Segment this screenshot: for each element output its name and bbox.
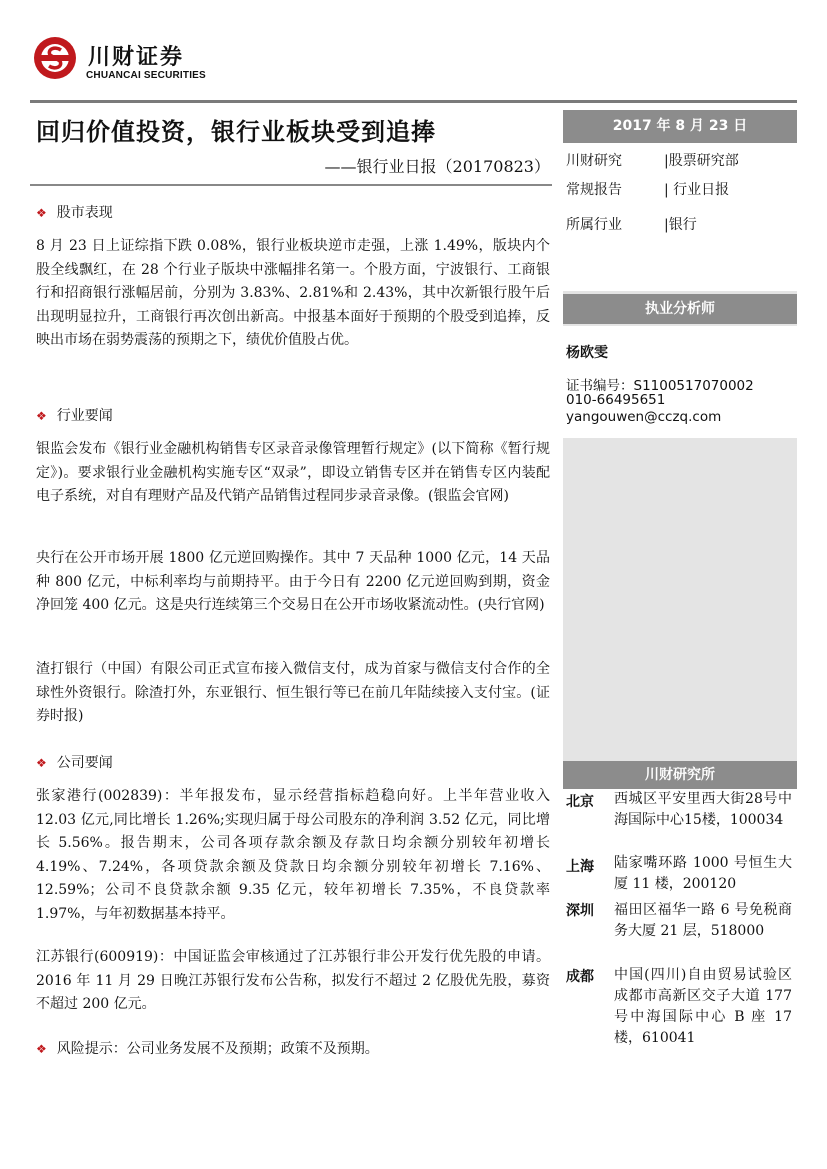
- info-label-industry: 所属行业: [566, 217, 622, 233]
- report-date: 2017 年 8 月 23 日: [563, 110, 797, 143]
- office-city-beijing: 北京: [566, 794, 594, 810]
- paragraph-industry-2: 央行在公开市场开展 1800 亿元逆回购操作。其中 7 天品种 1000 亿元，14 天品种 800 亿元，中标利率均与前期持平。由于今日有 2200 亿元逆回购到期，资金净回笼 400 亿元。这是央行连续第三个交易日在公开市场收紧流动性。(央行官网): [36, 550, 550, 613]
- office-city-chengdu: 成都: [566, 969, 594, 985]
- report-subtitle: ——银行业日报（20170823）: [324, 157, 550, 176]
- analyst-phone: 010-66495651: [566, 392, 666, 408]
- header-divider: [30, 100, 797, 103]
- risk-text: 风险提示：公司业务发展不及预期；政策不及预期。: [56, 1041, 379, 1057]
- paragraph-company-1: 张家港行(002839)：半年报发布，显示经营指标趋稳向好。上半年营业收入 12.03 亿元,同比增长 1.26%;实现归属于母公司股东的净利润 3.52 亿元，同比增长 5.56%。报告期末，公司各项存款余额及存款日均余额分别较年初增长 4.19%、7.24%，各项贷款余额及贷款日均余额分别较年初增长 7.16%、12.59%；公司不良贷款余额 9.35 亿元，较年初增长 7.35%，不良贷款率 1.97%，与年初数据基本持平。: [36, 788, 550, 922]
- report-title: 回归价值投资，银行业板块受到追捧: [36, 118, 436, 146]
- analyst-heading: 执业分析师: [563, 294, 797, 324]
- office-address-shenzhen: 福田区福华一路 6 号免税商务大厦 21 层，518000: [614, 902, 792, 939]
- paragraph-company-2: 江苏银行(600919)：中国证监会审核通过了江苏银行非公开发行优先股的申请。2016 年 11 月 29 日晚江苏银行发布公告称，拟发行不超过 2 亿股优先股，募资不超过 200 亿元。: [36, 949, 550, 1012]
- analyst-email[interactable]: yangouwen@cczq.com: [566, 409, 722, 425]
- analyst-cert: 证书编号：S1100517070002: [566, 378, 754, 394]
- section-heading-company: [36, 752, 113, 772]
- office-address-chengdu: 中国(四川)自由贸易试验区成都市高新区交子大道 177 号中海国际中心 B 座 17 楼，610041: [614, 967, 792, 1046]
- company-logo-icon: [33, 36, 77, 80]
- section-title: 股市表现: [56, 205, 113, 221]
- office-address-beijing: 西城区平安里西大街28号中海国际中心15楼，100034: [614, 791, 792, 828]
- paragraph-industry-1: 银监会发布《银行业金融机构销售专区录音录像管理暂行规定》(以下简称《暂行规定》)。要求银行业金融机构实施专区“双录”，即设立销售专区并在销售专区内装配电子系统，对自有理财产品及代销产品销售过程同步录音录像。(银监会官网): [36, 441, 550, 504]
- analyst-name: 杨欧雯: [566, 345, 608, 361]
- bullet-diamond-icon: ❖: [36, 206, 47, 220]
- office-address-shanghai: 陆家嘴环路 1000 号恒生大厦 11 楼，200120: [614, 855, 792, 892]
- info-label-dept: 川财研究: [566, 153, 622, 169]
- title-divider: [30, 184, 552, 186]
- info-value-dept: |股票研究部: [664, 153, 739, 169]
- paragraph-industry-3: 渣打银行（中国）有限公司正式宣布接入微信支付，成为首家与微信支付合作的全球性外资银行。除渣打外，东亚银行、恒生银行等已在前几年陆续接入支付宝。(证券时报): [36, 661, 550, 724]
- info-value-type: | 行业日报: [664, 182, 730, 198]
- institute-heading: 川财研究所: [563, 761, 797, 789]
- section-heading-industry: [36, 405, 113, 425]
- bullet-diamond-icon: ❖: [36, 756, 47, 770]
- paragraph-market: 8 月 23 日上证综指下跌 0.08%，银行业板块逆市走强，上涨 1.49%，版块内个股全线飘红，在 28 个行业子版块中涨幅排名第一。个股方面，宁波银行、工商银行和招商银行涨幅居前，分别为 3.83%、2.81%和 2.43%，其中次新银行股午后出现明显拉升，工商银行再次创出新高。中报基本面好于预期的个股受到追捧，反映出市场在弱势震荡的预期之下，绩优价值股占优。: [36, 238, 550, 348]
- risk-warning: [36, 1038, 379, 1058]
- brand-name-en: CHUANCAI SECURITIES: [86, 70, 206, 81]
- office-city-shanghai: 上海: [566, 859, 594, 875]
- info-label-type: 常规报告: [566, 182, 622, 198]
- bullet-diamond-icon: ❖: [36, 409, 47, 423]
- section-heading-market: [36, 202, 113, 222]
- section-title: 公司要闻: [56, 755, 113, 771]
- info-value-industry: |银行: [664, 217, 697, 233]
- section-title: 行业要闻: [56, 408, 113, 424]
- brand-name-cn: 川财证券: [88, 45, 185, 70]
- bullet-diamond-icon: ❖: [36, 1042, 47, 1056]
- office-city-shenzhen: 深圳: [566, 903, 594, 919]
